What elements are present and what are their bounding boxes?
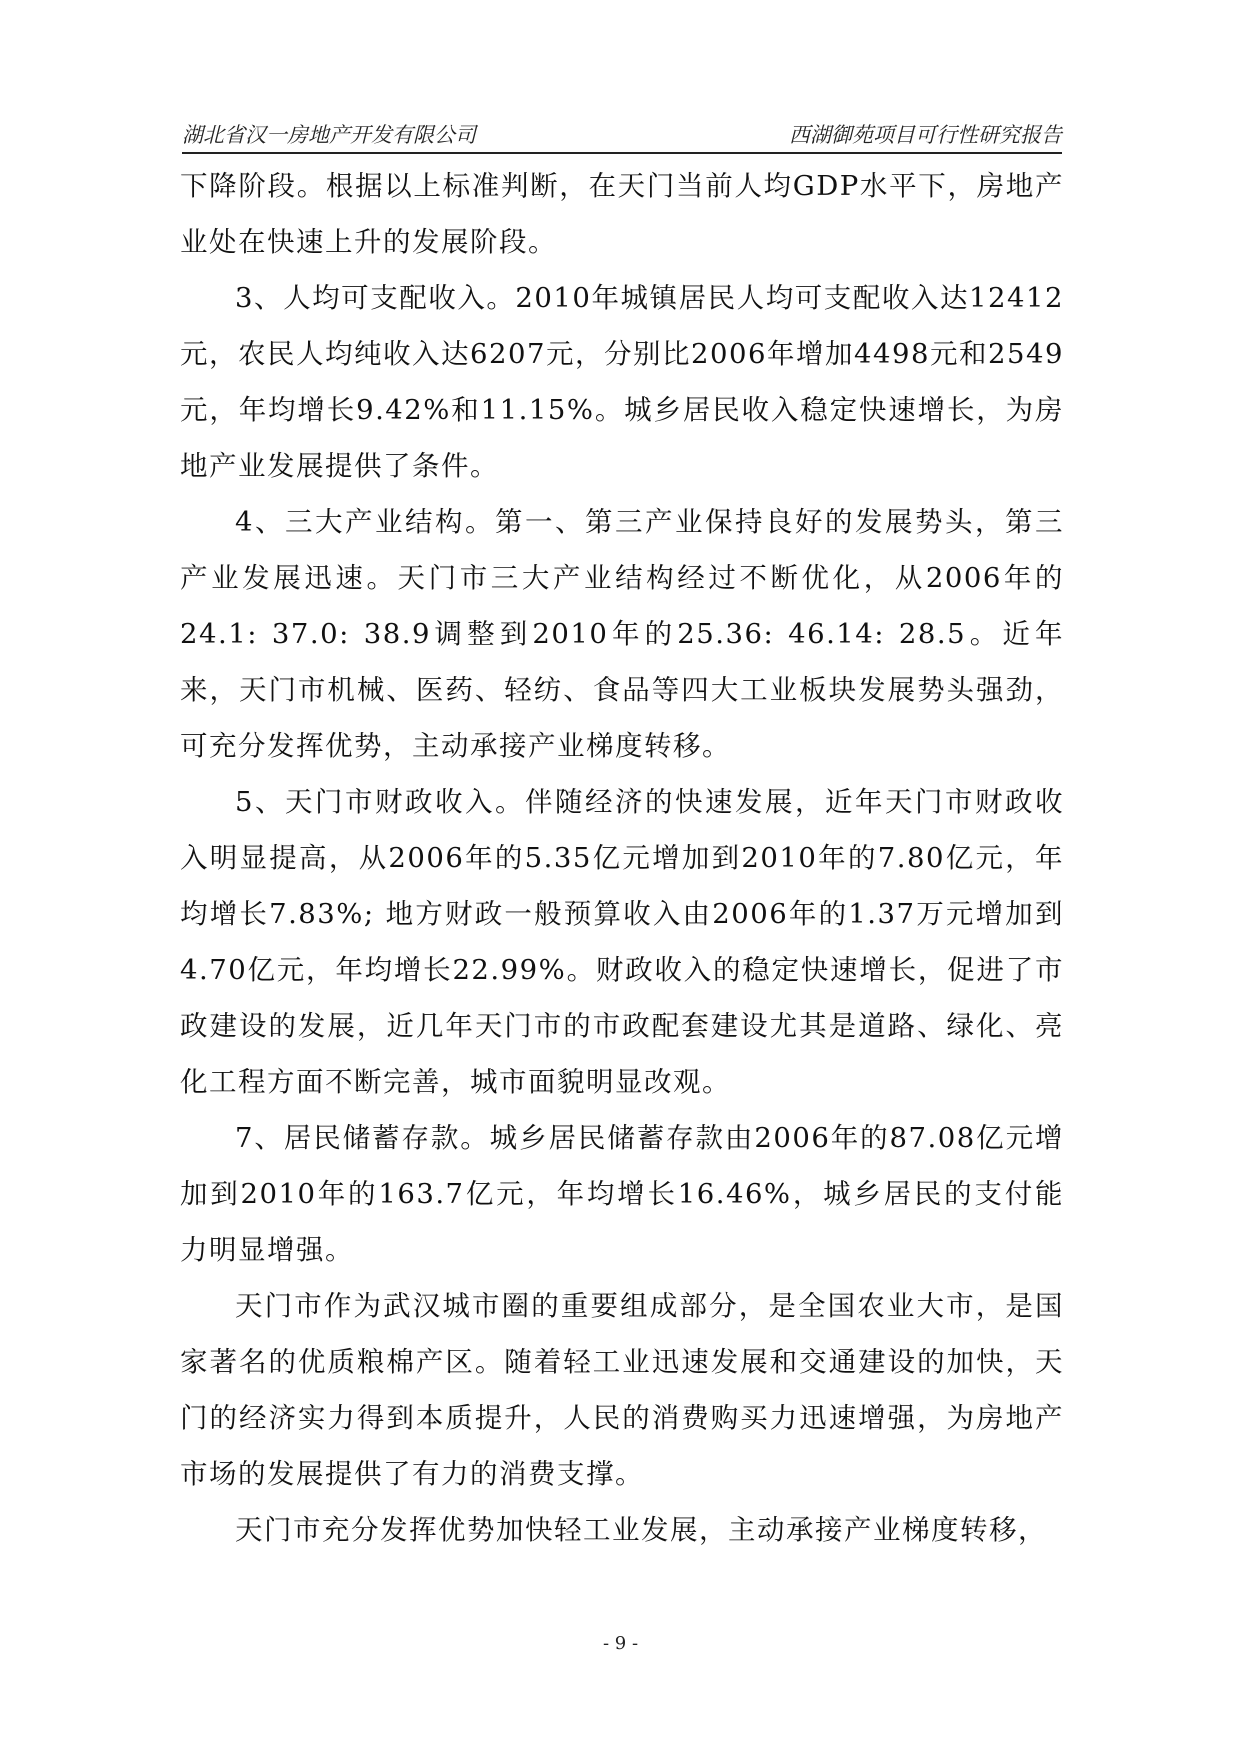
page-number: - 9 -	[602, 1633, 639, 1654]
paragraph-light-industry: 天门市充分发挥优势加快轻工业发展，主动承接产业梯度转移，	[235, 1514, 1047, 1546]
paragraph-savings-deposits: 7、居民储蓄存款。城乡居民储蓄存款由2006年的87.08亿元增加到2010年的163.7亿元，年均增长16.46%，城乡居民的支付能力明显增强。	[180, 1122, 1064, 1266]
page-header	[182, 118, 1062, 154]
paragraph-industry-structure: 4、三大产业结构。第一、第三产业保持良好的发展势头，第三产业发展迅速。天门市三大产业结构经过不断优化，从2006年的24.1: 37.0: 38.9调整到2010年的25.36: 46.14: 28.5。近年来，天门市机械、医药、轻纺、食品等四大工业板块发展势头强劲，可充分发挥优势，主动承接产业梯度转移。	[180, 506, 1064, 762]
document-body	[180, 158, 1064, 1558]
paragraph-tianmen-overview: 天门市作为武汉城市圈的重要组成部分，是全国农业大市，是国家著名的优质粮棉产区。随着轻工业迅速发展和交通建设的加快，天门的经济实力得到本质提升，人民的消费购买力迅速增强，为房地产市场的发展提供了有力的消费支撑。	[180, 1290, 1064, 1490]
paragraph-disposable-income: 3、人均可支配收入。2010年城镇居民人均可支配收入达12412元，农民人均纯收入达6207元，分别比2006年增加4498元和2549元，年均增长9.42%和11.15%。城乡居民收入稳定快速增长，为房地产业发展提供了条件。	[180, 282, 1064, 482]
header-company-name: 湖北省汉一房地产开发有限公司	[182, 123, 476, 147]
paragraph-continuation: 下降阶段。根据以上标准判断，在天门当前人均GDP水平下，房地产业处在快速上升的发展阶段。	[180, 170, 1064, 258]
paragraph-fiscal-revenue: 5、天门市财政收入。伴随经济的快速发展，近年天门市财政收入明显提高，从2006年的5.35亿元增加到2010年的7.80亿元，年均增长7.83%; 地方财政一般预算收入由2006年的1.37万元增加到4.70亿元，年均增长22.99%。财政收入的稳定快速增长，促进了市政建设的发展，近几年天门市的市政配套建设尤其是道路、绿化、亮化工程方面不断完善，城市面貌明显改观。	[180, 786, 1064, 1098]
header-report-title: 西湖御苑项目可行性研究报告	[789, 123, 1062, 147]
